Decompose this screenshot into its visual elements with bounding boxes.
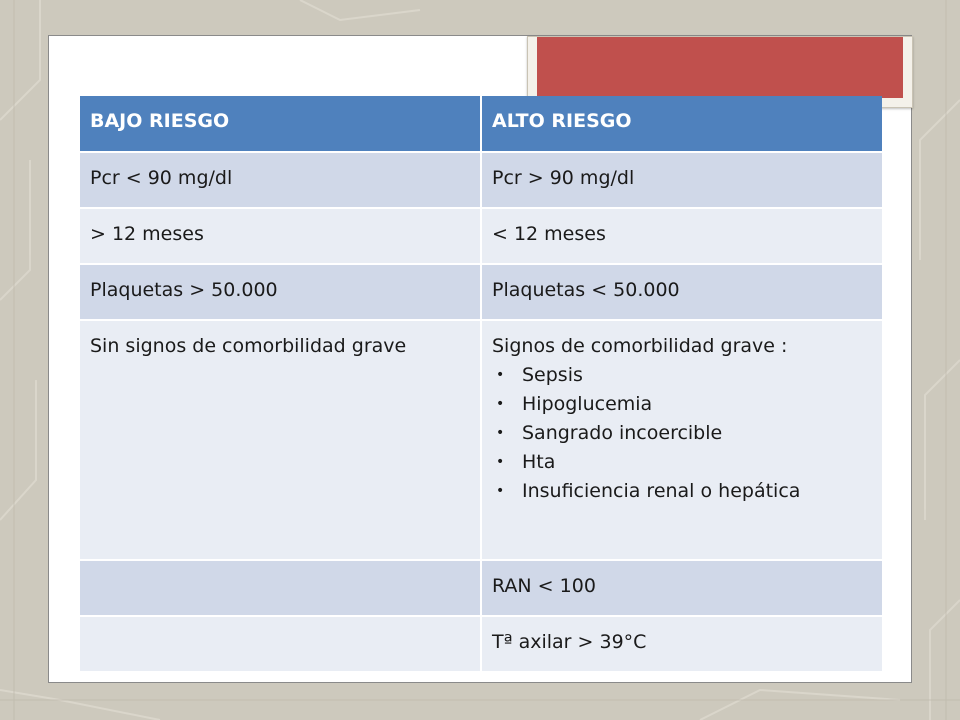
table-row (80, 264, 882, 320)
list-item (492, 448, 872, 477)
table-row (80, 560, 882, 616)
comorbidity-list (492, 361, 872, 506)
table-row (80, 616, 882, 672)
cell-low: Sin signos de comorbilidad grave (80, 320, 481, 560)
list-item (492, 390, 872, 419)
bullet-icon: • (496, 367, 505, 383)
table-header-row (80, 96, 882, 152)
list-item-label: Sepsis (522, 364, 583, 386)
table-row (80, 208, 882, 264)
cell-low: Plaquetas > 50.000 (80, 264, 481, 320)
list-item-label: Insuficiencia renal o hepática (522, 480, 801, 502)
risk-table (80, 96, 882, 673)
bullet-icon: • (496, 483, 505, 499)
cell-high-comorbidity (481, 320, 882, 560)
comorbidity-heading: Signos de comorbilidad grave : (492, 335, 788, 357)
list-item-label: Hipoglucemia (522, 393, 653, 415)
bullet-icon: • (496, 396, 505, 412)
header-high-risk: ALTO RIESGO (481, 96, 882, 152)
cell-high: RAN < 100 (481, 560, 882, 616)
list-item (492, 419, 872, 448)
list-item (492, 361, 872, 390)
list-item-label: Hta (522, 451, 556, 473)
bullet-icon: • (496, 454, 505, 470)
table-row (80, 152, 882, 208)
list-item-label: Sangrado incoercible (522, 422, 723, 444)
cell-low: Pcr < 90 mg/dl (80, 152, 481, 208)
bullet-icon: • (496, 425, 505, 441)
cell-high: < 12 meses (481, 208, 882, 264)
cell-high: Pcr > 90 mg/dl (481, 152, 882, 208)
cell-high: Tª axilar > 39°C (481, 616, 882, 672)
table-row (80, 320, 882, 560)
cell-low: > 12 meses (80, 208, 481, 264)
cell-high: Plaquetas < 50.000 (481, 264, 882, 320)
cell-low (80, 560, 481, 616)
title-accent-bar (537, 37, 903, 98)
cell-low (80, 616, 481, 672)
list-item (492, 477, 872, 506)
header-low-risk: BAJO RIESGO (80, 96, 481, 152)
